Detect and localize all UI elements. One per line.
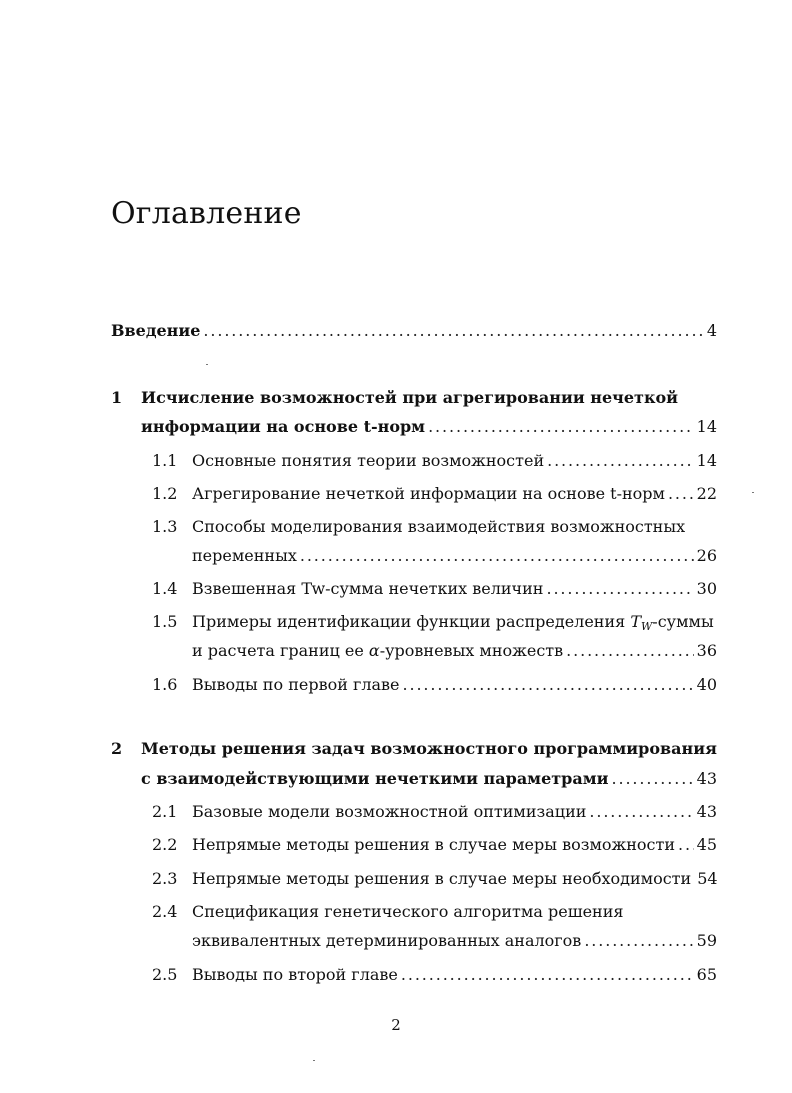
math-symbol-t: T: [630, 612, 641, 631]
section-title: Выводы по первой главе: [192, 675, 400, 694]
toc-entry-intro[interactable]: [111, 318, 717, 344]
dot-leader: [668, 481, 694, 507]
section-title: Непрямые методы решения в случае меры возможности: [192, 835, 676, 854]
section-number: 2.3: [152, 869, 178, 888]
section-title-line2: [192, 638, 563, 664]
toc-entry-section-1-3[interactable]: [192, 543, 717, 569]
math-symbol-alpha: α: [368, 641, 380, 660]
toc-entry-label: Введение: [111, 321, 201, 340]
section-title-text: -уровневых множеств: [379, 641, 564, 660]
page-number: 2: [391, 1016, 401, 1034]
toc-page-number: 59: [696, 931, 717, 950]
section-title-line1[interactable]: Способы моделирования взаимодействия возможностных: [192, 517, 686, 536]
toc-entry-section-1-1[interactable]: [192, 448, 717, 474]
toc-entry-section-2-5[interactable]: [192, 962, 717, 988]
toc-page-number: 4: [706, 321, 717, 340]
toc-page-number: 14: [696, 451, 717, 470]
toc-page-number: 36: [696, 641, 717, 660]
toc-entry-section-1-2[interactable]: [192, 481, 717, 507]
dot-leader: [300, 543, 694, 569]
scan-speck: [206, 364, 208, 365]
section-number: 1.1: [152, 451, 178, 470]
section-title: Агрегирование нечеткой информации на основе t-норм: [192, 484, 665, 503]
toc-entry-section-2-1[interactable]: [192, 799, 717, 825]
section-title-text: Примеры идентификации функции распределения: [192, 612, 631, 631]
dot-leader: [403, 672, 694, 698]
section-number: 2.2: [152, 835, 178, 854]
section-title-text: -суммы: [652, 612, 714, 631]
toc-page-number: 43: [696, 802, 717, 821]
toc-page-number: 14: [696, 417, 717, 436]
section-number: 1.2: [152, 484, 178, 503]
section-number: 2.5: [152, 965, 178, 984]
dot-leader: [589, 799, 693, 825]
toc-entry-section-1-4[interactable]: [192, 576, 717, 602]
toc-entry-section-2-2[interactable]: [192, 832, 717, 858]
chapter-number: 1: [111, 388, 123, 407]
section-number: 1.3: [152, 517, 178, 536]
scan-speck: [313, 1060, 315, 1061]
dot-leader: [546, 576, 693, 602]
dot-leader: [678, 832, 694, 858]
dot-leader: [547, 448, 694, 474]
toc-entry-section-2-4[interactable]: [192, 928, 717, 954]
toc-page-number: 43: [696, 769, 717, 788]
section-title-line1[interactable]: Спецификация генетического алгоритма решения: [192, 902, 624, 921]
math-subscript-w: W: [640, 620, 653, 633]
dot-leader: [401, 962, 694, 988]
section-number: 2.4: [152, 902, 178, 921]
chapter-title-line1[interactable]: Методы решения задач возможностного программирования: [141, 739, 717, 758]
chapter-title-line2: с взаимодействующими нечеткими параметрами: [141, 769, 609, 788]
section-number: 1.5: [152, 612, 178, 631]
section-title: Выводы по второй главе: [192, 965, 398, 984]
dot-leader: [612, 766, 694, 792]
toc-page-number: 26: [696, 546, 717, 565]
toc-page-number: 40: [696, 675, 717, 694]
chapter-title-line1[interactable]: Исчисление возможностей при агрегировании нечеткой: [141, 388, 679, 407]
section-title: Базовые модели возможностной оптимизации: [192, 802, 587, 821]
section-title: Взвешенная Tw-сумма нечетких величин: [192, 579, 544, 598]
section-title: Непрямые методы решения в случае меры необходимости: [192, 869, 692, 888]
chapter-title-line2: информации на основе t-норм: [141, 417, 426, 436]
section-title: Основные понятия теории возможностей: [192, 451, 545, 470]
section-title-line2: эквивалентных детерминированных аналогов: [192, 931, 582, 950]
toc-entry-chapter-2[interactable]: [141, 766, 717, 792]
section-number: 2.1: [152, 802, 178, 821]
dot-leader: [203, 318, 703, 344]
dot-leader: [566, 638, 693, 664]
dot-leader: [584, 928, 693, 954]
section-number: 1.6: [152, 675, 178, 694]
chapter-number: 2: [111, 739, 123, 758]
scan-speck: [752, 492, 754, 493]
toc-page-number: 54: [697, 869, 718, 888]
dot-leader: [428, 414, 694, 440]
toc-page-number: 65: [696, 965, 717, 984]
toc-entry-section-2-3[interactable]: [192, 866, 717, 892]
toc-entry-chapter-1[interactable]: [141, 414, 717, 440]
toc-page-number: 30: [696, 579, 717, 598]
section-title-line2: переменных: [192, 546, 297, 565]
section-number: 1.4: [152, 579, 178, 598]
toc-entry-section-1-5[interactable]: [192, 638, 717, 664]
toc-page-number: 45: [696, 835, 717, 854]
toc-entry-section-1-6[interactable]: [192, 672, 717, 698]
section-title-text: и расчета границ ее: [192, 641, 369, 660]
toc-page-number: 22: [696, 484, 717, 503]
section-title-line1[interactable]: [192, 609, 714, 635]
page-title: Оглавление: [111, 196, 302, 231]
